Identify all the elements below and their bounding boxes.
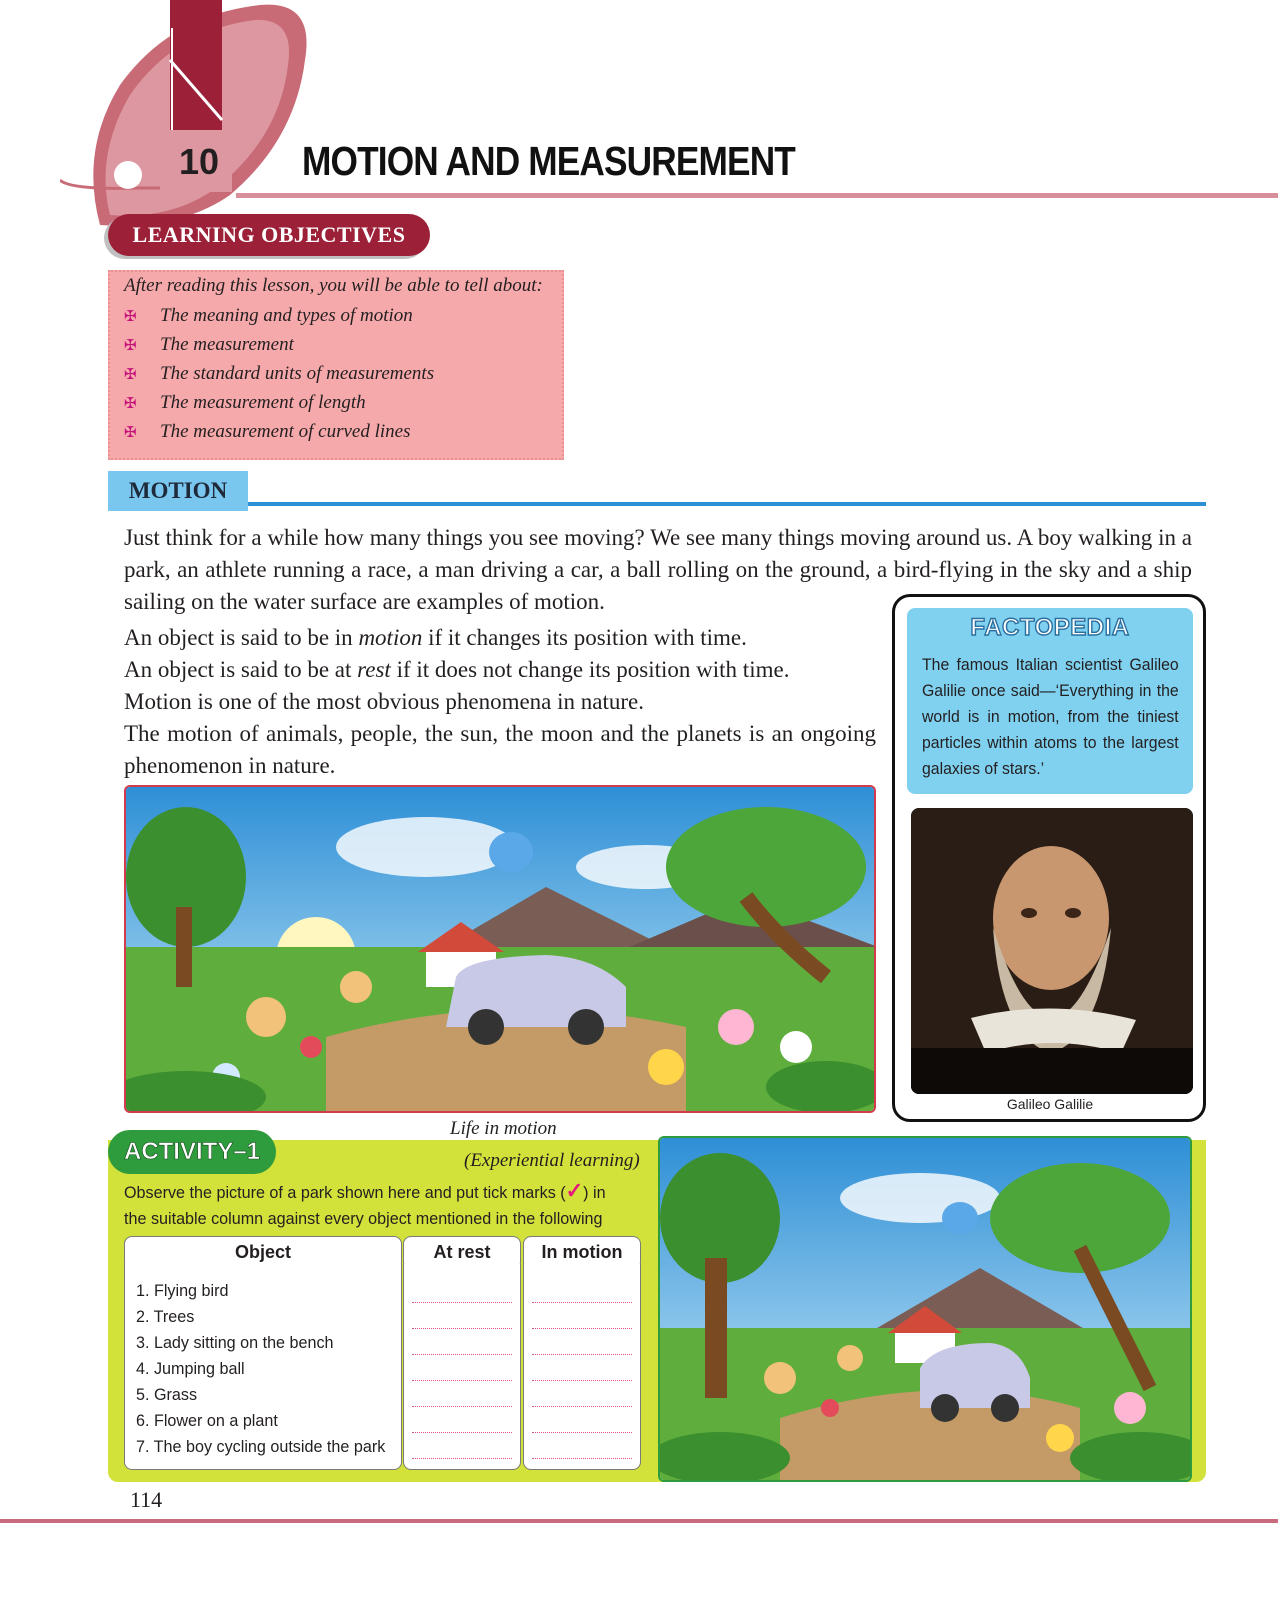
park-illustration [124, 785, 876, 1113]
cross-bullet-icon: ✠ [124, 425, 137, 441]
objective-item: ✠ The measurement [124, 334, 294, 355]
answer-blank-rest[interactable] [412, 1458, 512, 1459]
chapter-number: 10 [178, 141, 220, 182]
table-row: 3. Lady sitting on the bench [136, 1333, 334, 1352]
column-header: Object [234, 1242, 291, 1262]
table-row: 4. Jumping ball [136, 1359, 245, 1378]
motion-paragraph: Just think for a while how many things you see moving? We see many things moving around us. A boy walking in a park, an athlete running a race, a man driving a car, a ball rolling on the ground, a bird-flying in the sky and a ship sailing on the water surface are examples of motion. [124, 525, 1192, 614]
answer-blank-rest[interactable] [412, 1380, 512, 1381]
answer-blank-rest[interactable] [412, 1432, 512, 1433]
activity-subtitle: (Experiential learning) [464, 1150, 640, 1171]
answer-blank-motion[interactable] [532, 1328, 632, 1329]
learning-objectives-label: LEARNING OBJECTIVES [108, 214, 430, 256]
column-header: In motion [541, 1242, 623, 1262]
at-rest-column [403, 1264, 521, 1470]
title-rule [236, 193, 1278, 198]
footer-rule [0, 1519, 1278, 1523]
objective-item: ✠ The measurement of length [124, 392, 366, 413]
tick-mark-icon: ✓ [565, 1178, 584, 1203]
answer-blank-rest[interactable] [412, 1328, 512, 1329]
cross-bullet-icon: ✠ [124, 396, 137, 412]
learning-objectives-intro: After reading this lesson, you will be able to tell about: [124, 275, 543, 296]
motion-heading: MOTION [108, 471, 248, 511]
factopedia-title: FACTOPEDIA [970, 614, 1130, 641]
chapter-title: MOTION AND MEASUREMENT [302, 138, 795, 184]
answer-blank-motion[interactable] [532, 1380, 632, 1381]
column-header: At rest [433, 1242, 491, 1262]
objective-item: ✠ The standard units of measurements [124, 363, 435, 384]
objective-item: ✠ The measurement of curved lines [124, 421, 411, 442]
table-row: 2. Trees [136, 1307, 195, 1326]
objective-item: ✠ The meaning and types of motion [124, 305, 413, 326]
cross-bullet-icon: ✠ [124, 338, 137, 354]
answer-blank-rest[interactable] [412, 1302, 512, 1303]
motion-paragraph: The motion of animals, people, the sun, the moon and the planets is an ongoing phenomenon in nature. [124, 721, 876, 778]
answer-blank-rest[interactable] [412, 1406, 512, 1407]
in-motion-column [523, 1264, 641, 1470]
table-row: 5. Grass [136, 1385, 198, 1404]
activity-park-illustration [658, 1136, 1192, 1482]
table-row: 1. Flying bird [136, 1281, 229, 1300]
rest-definition: An object is said to be at rest if it does not change its position with time. [124, 657, 790, 682]
galileo-portrait [911, 808, 1193, 1094]
motion-rule [108, 502, 1206, 506]
answer-blank-motion[interactable] [532, 1432, 632, 1433]
motion-definition: An object is said to be in motion if it changes its position with time. [124, 625, 747, 650]
answer-blank-motion[interactable] [532, 1458, 632, 1459]
table-row: 6. Flower on a plant [136, 1411, 278, 1430]
motion-paragraph: Motion is one of the most obvious phenomena in nature. [124, 689, 644, 714]
cross-bullet-icon: ✠ [124, 367, 137, 383]
answer-blank-rest[interactable] [412, 1354, 512, 1355]
activity-label: ACTIVITY–1 [108, 1130, 276, 1174]
image-caption: Life in motion [450, 1118, 557, 1139]
page-number: 114 [130, 1487, 163, 1512]
chapter-emblem [60, 0, 330, 235]
answer-blank-motion[interactable] [532, 1406, 632, 1407]
activity-instruction: Observe the picture of a park shown here and put tick marks (✓) in the suitable column against every object mentioned in the following [124, 1178, 606, 1228]
answer-blank-motion[interactable] [532, 1302, 632, 1303]
table-row: 7. The boy cycling outside the park [136, 1437, 386, 1456]
answer-blank-motion[interactable] [532, 1354, 632, 1355]
portrait-caption: Galileo Galilie [1006, 1096, 1094, 1112]
factopedia-text: The famous Italian scientist Galileo Galilie once said—‘Everything in the world is in motion, from the tiniest particles within atoms to the largest galaxies of stars.’ [922, 655, 1179, 778]
cross-bullet-icon: ✠ [124, 309, 137, 325]
